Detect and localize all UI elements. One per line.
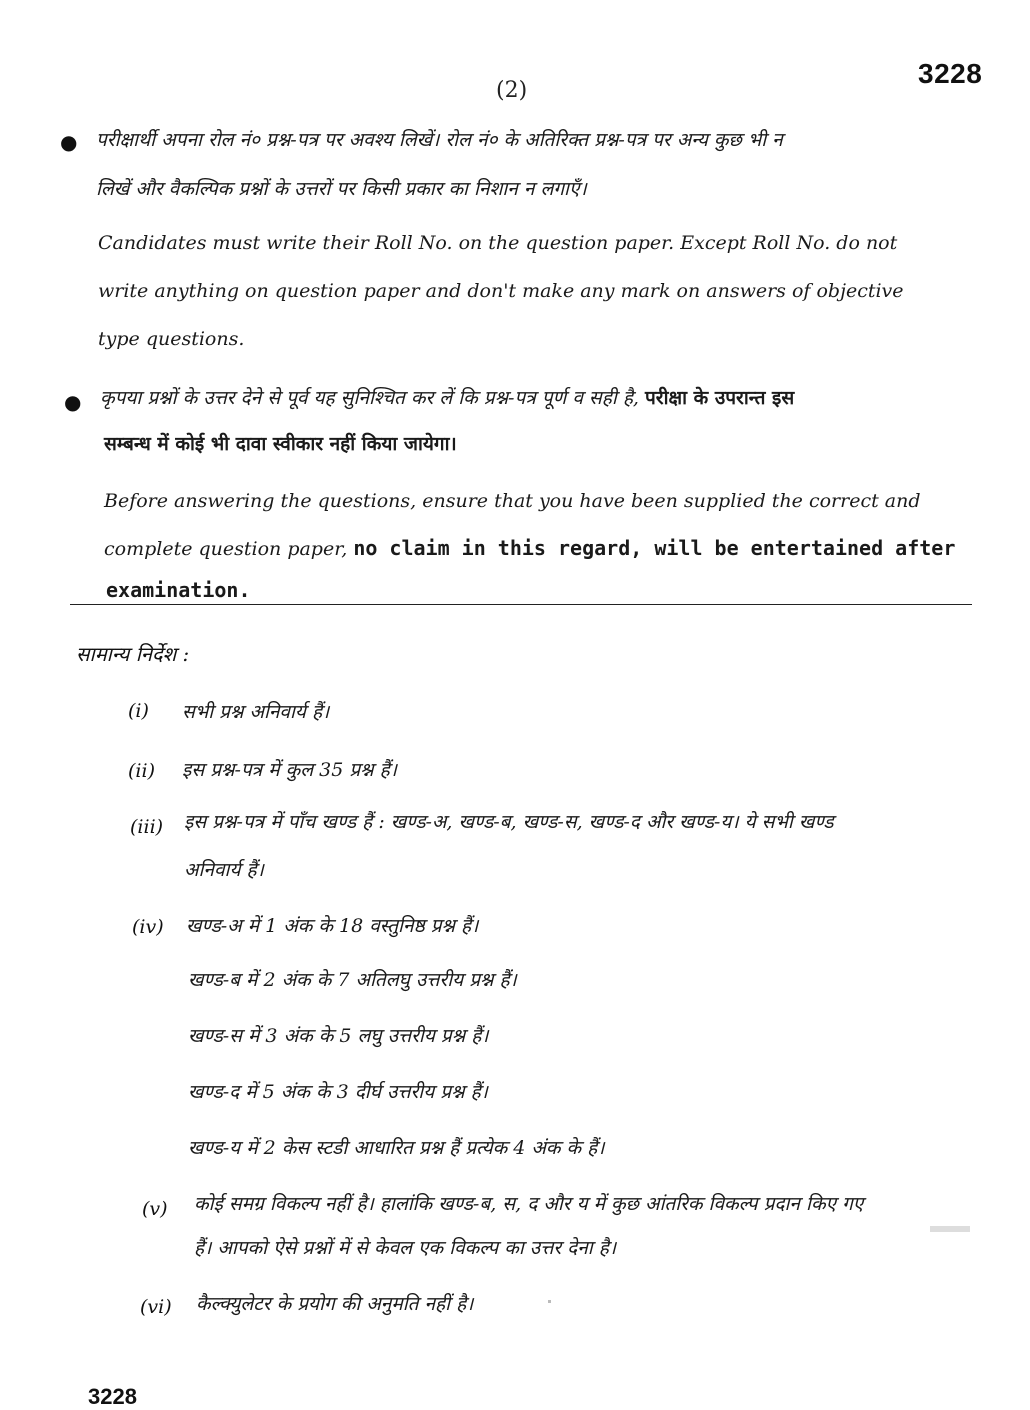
- instruction-1-english-line3: type questions.: [98, 328, 245, 350]
- item-text: खण्ड-द में 5 अंक के 3 दीर्घ उत्तरीय प्रश्न हैं।: [188, 1081, 488, 1103]
- item-text: कैल्क्युलेटर के प्रयोग की अनुमति नहीं है।: [196, 1293, 474, 1315]
- item-text: खण्ड-ब में 2 अंक के 7 अतिलघु उत्तरीय प्रश्न हैं।: [188, 969, 517, 991]
- item-text: खण्ड-य में 2 केस स्टडी आधारित प्रश्न हैं प्रत्येक 4 अंक के हैं।: [188, 1137, 605, 1159]
- instruction-1-english-line2: write anything on question paper and don't make any mark on answers of objective: [98, 280, 904, 302]
- instruction-2-english-line3: examination.: [106, 578, 251, 602]
- general-instructions-heading: सामान्य निर्देश :: [76, 642, 190, 666]
- item-text-continued: हैं। आपको ऐसे प्रश्नों में से केवल एक विकल्प का उत्तर देना है।: [194, 1237, 617, 1259]
- bullet-icon: ●: [64, 390, 82, 414]
- item-number: (i): [128, 700, 149, 722]
- instruction-2-english-line2-b: no claim in this regard, will be entertained after: [353, 536, 956, 560]
- item-text: इस प्रश्न-पत्र में कुल 35 प्रश्न हैं।: [182, 759, 397, 781]
- item-text: खण्ड-अ में 1 अंक के 18 वस्तुनिष्ठ प्रश्न हैं।: [186, 915, 479, 937]
- instruction-1-hindi-line2: लिखें और वैकल्पिक प्रश्नों के उत्तरों पर किसी प्रकार का निशान न लगाएँ।: [96, 178, 587, 200]
- item-number: (ii): [128, 760, 155, 782]
- instruction-2-hindi-line1-a: कृपया प्रश्नों के उत्तर देने से पूर्व यह सुनिश्चित कर लें कि प्रश्न-पत्र पूर्ण व सही है,: [100, 387, 639, 409]
- scan-speck: [930, 1226, 970, 1232]
- instruction-2-english-line2: [104, 536, 955, 560]
- item-text-continued: अनिवार्य हैं।: [184, 859, 264, 881]
- item-number: (iv): [132, 916, 164, 938]
- instruction-2-hindi-line2: सम्बन्ध में कोई भी दावा स्वीकार नहीं किया जायेगा।: [104, 433, 457, 455]
- item-number: (vi): [140, 1296, 172, 1318]
- instruction-2-hindi-line1: [100, 384, 794, 410]
- instruction-2-english-line2-a: complete question paper,: [104, 538, 348, 560]
- item-text: सभी प्रश्न अनिवार्य हैं।: [182, 701, 330, 723]
- instruction-1-hindi-line1: परीक्षार्थी अपना रोल नं० प्रश्न-पत्र पर अवश्य लिखें। रोल नं० के अतिरिक्त प्रश्न-पत्र पर अन्य कुछ भी न: [96, 129, 783, 151]
- page-number: (2): [496, 78, 528, 103]
- bullet-icon: ●: [60, 130, 78, 154]
- instruction-1-english-line1: Candidates must write their Roll No. on the question paper. Except Roll No. do not: [98, 232, 898, 254]
- scan-speck: [548, 1300, 551, 1303]
- divider: [70, 604, 972, 605]
- item-number: (v): [142, 1198, 168, 1220]
- instruction-2-hindi-line1-b: परीक्षा के उपरान्त इस: [645, 387, 795, 409]
- instruction-2-english-line1: Before answering the questions, ensure that you have been supplied the correct and: [104, 490, 921, 512]
- item-text: खण्ड-स में 3 अंक के 5 लघु उत्तरीय प्रश्न हैं।: [188, 1025, 489, 1047]
- paper-code-top: 3228: [918, 58, 983, 89]
- paper-code-bottom: 3228: [88, 1384, 137, 1409]
- item-text: कोई समग्र विकल्प नहीं है। हालांकि खण्ड-ब, स, द और य में कुछ आंतरिक विकल्प प्रदान किए गए: [194, 1193, 864, 1215]
- item-text: इस प्रश्न-पत्र में पाँच खण्ड हैं : खण्ड-अ, खण्ड-ब, खण्ड-स, खण्ड-द और खण्ड-य। ये सभी खण्ड: [184, 811, 834, 833]
- item-number: (iii): [130, 816, 164, 838]
